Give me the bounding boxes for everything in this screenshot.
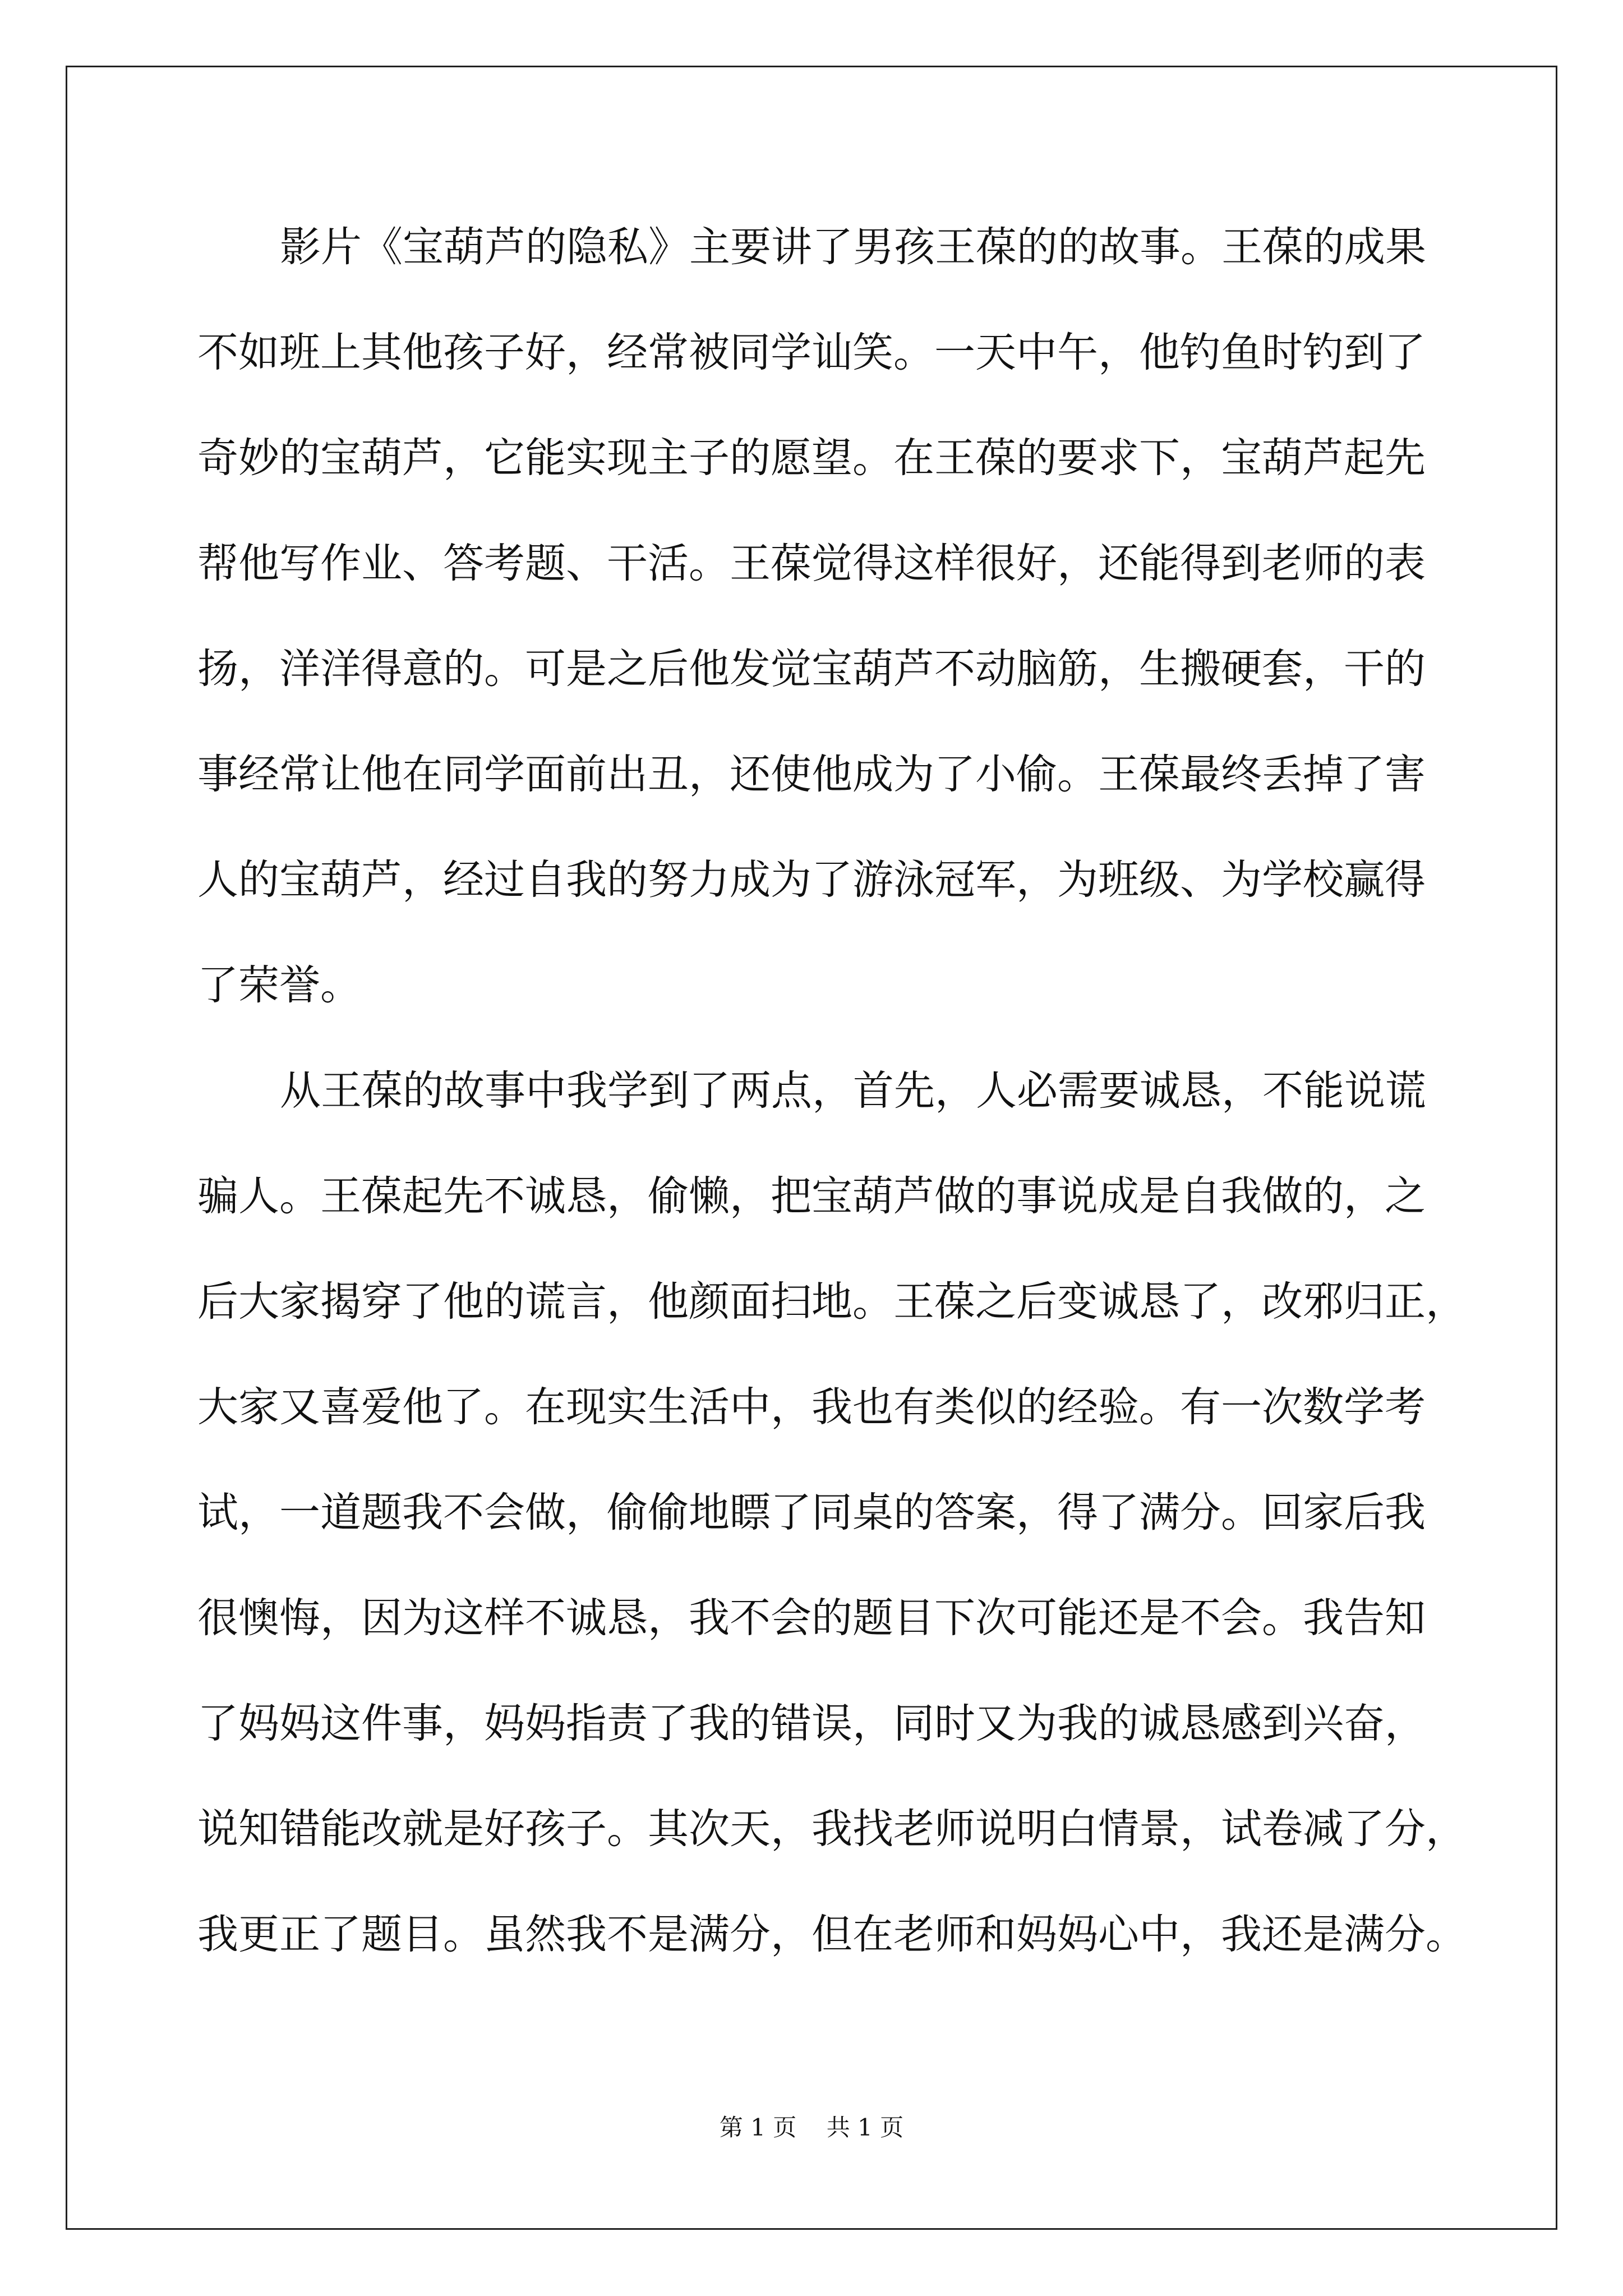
paragraph-line: 说知错能改就是好孩子。其次天，我找老师说明白情景，试卷减了分， (197, 1805, 1467, 1853)
page-number-label: 第 1 页 共 1 页 (719, 2114, 904, 2141)
paragraph-line: 试，一道题我不会做，偷偷地瞟了同桌的答案，得了满分。回家后我 (197, 1489, 1426, 1536)
paragraph-line: 奇妙的宝葫芦，它能实现主子的愿望。在王葆的要求下，宝葫芦起先 (197, 434, 1426, 482)
paragraph-2 (197, 1056, 1467, 2005)
paragraph-line: 后大家揭穿了他的谎言，他颜面扫地。王葆之后变诚恳了，改邪归正， (197, 1278, 1467, 1326)
paragraph-line: 人的宝葫芦，经过自我的努力成为了游泳冠军，为班级、为学校赢得 (197, 856, 1426, 904)
paragraph-line: 了荣誉。 (197, 961, 361, 1009)
paragraph-line: 帮他写作业、答考题、干活。王葆觉得这样很好，还能得到老师的表 (197, 540, 1426, 587)
paragraph-line: 很懊悔，因为这样不诚恳，我不会的题目下次可能还是不会。我告知 (197, 1594, 1426, 1642)
paragraph-line: 大家又喜爱他了。在现实生活中，我也有类似的经验。有一次数学考 (197, 1383, 1426, 1431)
paragraph-line: 事经常让他在同学面前出丑，还使他成为了小偷。王葆最终丢掉了害 (197, 751, 1426, 798)
paragraph-line: 扬，洋洋得意的。可是之后他发觉宝葫芦不动脑筋，生搬硬套，干的 (197, 645, 1426, 693)
paragraph-line: 骗人。王葆起先不诚恳，偷懒，把宝葫芦做的事说成是自我做的，之 (197, 1172, 1426, 1220)
document-body (197, 212, 1467, 2005)
paragraph-line: 我更正了题目。虽然我不是满分，但在老师和妈妈心中，我还是满分。 (197, 1911, 1467, 1958)
paragraph-1 (197, 212, 1426, 1056)
paragraph-line: 不如班上其他孩子好，经常被同学讪笑。一天中午，他钓鱼时钓到了 (197, 329, 1426, 376)
paragraph-line: 影片《宝葫芦的隐私》主要讲了男孩王葆的的故事。王葆的成果 (280, 223, 1426, 271)
paragraph-line: 了妈妈这件事，妈妈指责了我的错误，同时又为我的诚恳感到兴奋， (197, 1700, 1426, 1747)
page-footer (0, 2109, 1623, 2143)
paragraph-line: 从王葆的故事中我学到了两点，首先，人必需要诚恳，不能说谎 (280, 1067, 1426, 1115)
